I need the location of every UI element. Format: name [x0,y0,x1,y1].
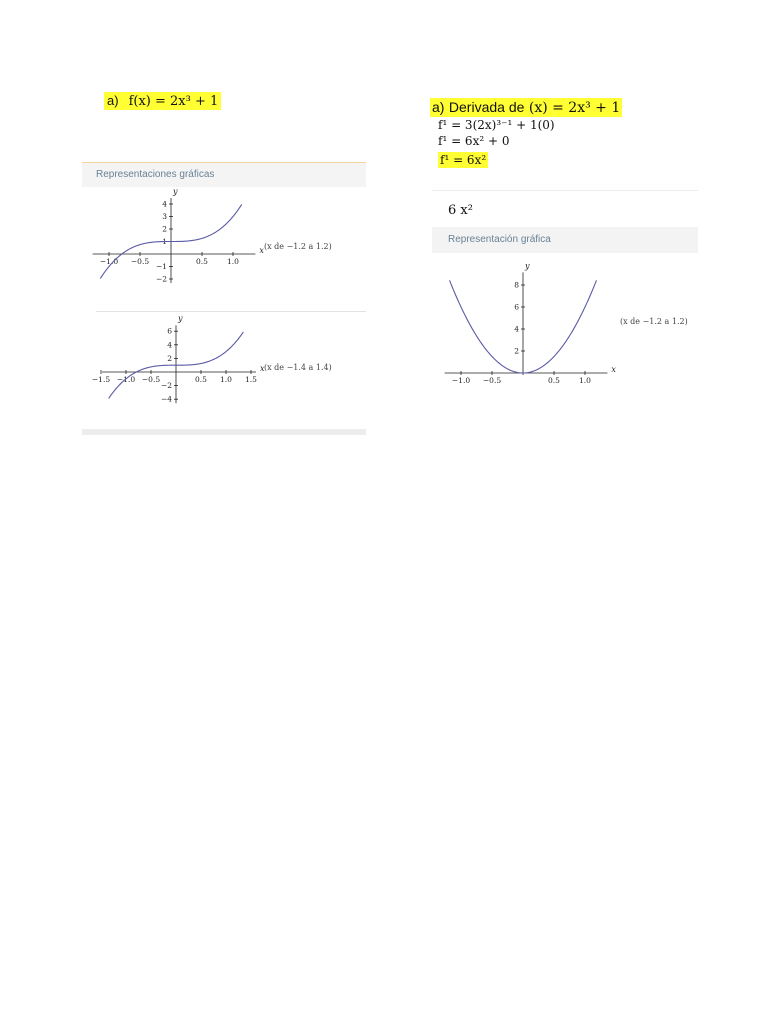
derivative-step-2: f¹ = 6x² + 0 [438,134,510,148]
x-tick-label: 0.5 [548,376,560,385]
y-tick-label: 4 [514,324,519,334]
panel-heading: Representaciones gráficas [82,163,366,187]
x-tick-label: 1.0 [220,375,232,384]
x-axis-label: x [260,364,265,373]
x-tick-label: −1.0 [99,257,119,266]
cubic-plot-1 [96,187,356,312]
y-tick-label: 2 [162,224,167,234]
x-axis-label: x [259,246,264,255]
y-tick-label: −2 [160,381,172,391]
derivative-title [430,98,622,117]
range-note: (x de −1.2 a 1.2) [620,317,688,326]
parabola-plot [440,252,710,392]
range-note: (x de −1.4 a 1.4) [264,363,332,372]
panel-heading: Representación gráfica [432,227,698,253]
y-tick-label: −2 [155,274,167,284]
derivative-block [430,97,622,168]
y-tick-label: 1 [162,237,167,246]
x-tick-label: 1.0 [579,376,591,385]
x-tick-label: 0.5 [196,257,208,266]
x-tick-label: −0.5 [141,375,161,384]
x-tick-label: −0.5 [482,376,502,385]
range-note: (x de −1.2 a 1.2) [264,242,332,251]
y-tick-label: 4 [162,199,167,209]
y-tick-label: 4 [167,340,172,350]
y-axis-label: y [525,261,530,271]
x-tick-label: 1.5 [245,375,257,384]
derivative-result: f¹ = 6x² [440,153,487,167]
x-tick-label: 0.5 [195,375,207,384]
y-tick-label: −4 [160,394,172,404]
result-box [432,191,698,227]
x-tick-label: −1.0 [451,376,471,385]
derivative-heading: Derivada de [448,99,525,115]
function-formula: f(x) = 2x³ + 1 [128,94,219,109]
y-tick-label: −1 [155,262,167,271]
x-tick-label: 1.0 [227,257,239,266]
y-axis-label: y [178,314,183,324]
x-tick-label: −1.5 [91,375,111,384]
x-axis-label: x [611,365,616,374]
item-label: a) [432,99,445,115]
derivative-step-1: f¹ = 3(2x)³⁻¹ + 1(0) [438,118,555,132]
y-tick-label: 2 [514,346,519,356]
cubic-plot-2 [91,312,356,432]
item-label: a) [107,93,119,108]
y-tick-label: 6 [514,302,519,312]
left-function-title [104,92,221,110]
derivative-formula: (x) = 2x³ + 1 [528,100,621,116]
x-tick-label: −1.0 [116,375,136,384]
y-tick-label: 8 [514,280,519,290]
y-tick-label: 6 [167,326,172,336]
y-tick-label: 2 [167,353,172,363]
y-tick-label: 3 [162,212,167,221]
y-axis-label: y [173,187,178,196]
x-tick-label: −0.5 [130,257,150,266]
result-text: 6 x² [448,203,473,218]
